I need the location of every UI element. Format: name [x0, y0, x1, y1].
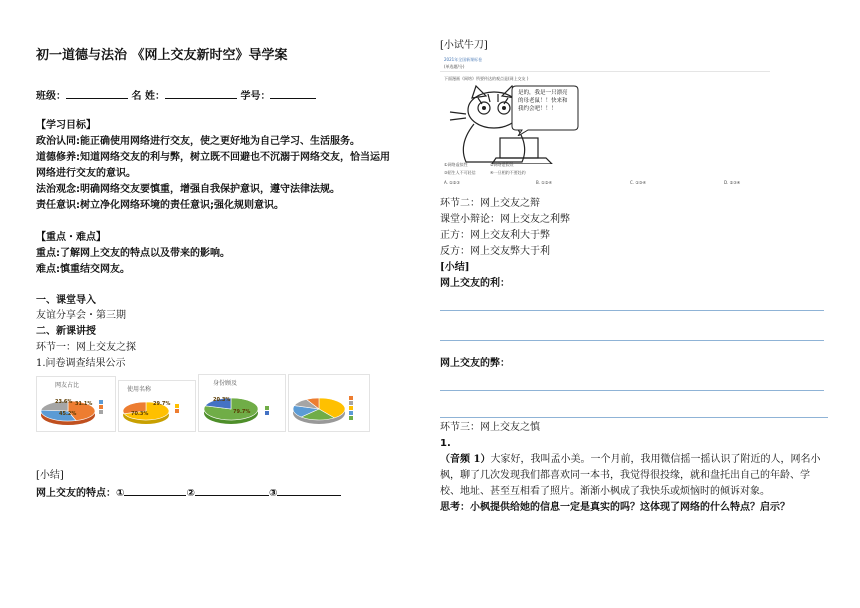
harms-label: 网上交友的弊： [440, 358, 510, 369]
benefits-label: 网上交友的利： [440, 278, 510, 289]
cat-pupil-right [502, 106, 506, 110]
quiz-option-3: ③陌生人不可轻信 [444, 170, 476, 175]
survey-chart-3 [198, 374, 286, 432]
link3-heading: 环节三：网上交友之慎 [440, 422, 540, 433]
laptop-screen [500, 138, 538, 158]
link2-heading: 环节二：网上交友之辩 [440, 198, 540, 209]
chart-1-title: 网友占比 [55, 382, 80, 389]
quiz-divider [440, 71, 770, 72]
chart-3-label-1: 79.7% [233, 409, 251, 415]
quiz-answer-d[interactable]: D. ②③④ [724, 180, 741, 185]
chart-2-label-2: 29.7% [153, 401, 171, 407]
section-teaching-heading: 二、新课讲授 [36, 326, 96, 337]
survey-chart-2 [118, 380, 196, 432]
feature-blank-1[interactable] [124, 485, 186, 496]
chart-3-svg [199, 375, 285, 431]
feature-blank-3[interactable] [277, 485, 341, 496]
goal-line-4: 法治观念:明确网络交友要慎重，增强自我保护意识，遵守法律法规。 [36, 184, 340, 195]
quiz-sub: (单选题/分) [444, 64, 465, 69]
chart-3-legend [265, 405, 271, 415]
quiz-option-2: ②网络是假设 [490, 162, 514, 167]
harms-answer-line-2[interactable] [440, 417, 828, 418]
survey-chart-4 [288, 374, 370, 432]
quiz-header: 2021年全国新课标卷 [444, 57, 483, 62]
summary-label-left: [小结] [36, 470, 64, 481]
chart-1-legend [99, 399, 105, 414]
cat-pupil-left [482, 106, 486, 110]
goal-line-2: 道德修养:知道网络交友的利与弊，树立既不回避也不沉溺于网络交友，恰当运用 [36, 152, 390, 163]
audio-text-1: 大家好，我叫孟小美。一个月前，我用微信摇一摇认识了附近的人，网名小 [490, 454, 821, 465]
name-label: 名 姓： [131, 91, 165, 102]
goal-line-1: 政治认同:能正确使用网络进行交友，使之更好地为自己学习、生活服务。 [36, 136, 360, 147]
link1-heading: 环节一：网上交友之探 [36, 342, 136, 353]
section-intro-body: 友谊分享会・第三期 [36, 310, 126, 321]
benefits-answer-line-1[interactable] [440, 310, 824, 311]
think-question: 思考：小枫提供给她的信息一定是真实的吗？这体现了网络的什么特点？启示？ [440, 502, 790, 513]
item-number: 1. [440, 438, 451, 449]
student-info-line [36, 88, 316, 103]
section-intro-heading: 一、课堂导入 [36, 295, 96, 306]
blank-num-1: ① [116, 488, 125, 499]
chart-4-svg [289, 375, 369, 431]
quiz-question: 下面漫画《网络》所要传达的观点是(网上交友 ) [444, 76, 529, 81]
debate-con: 反方：网上交友弊大于利 [440, 246, 550, 257]
quiz-answer-b[interactable]: B. ①②④ [536, 180, 553, 185]
chart-1-label-1: 45.2% [59, 411, 77, 417]
quiz-option-4: ④一旦相约不要赴约 [490, 170, 526, 175]
name-field[interactable] [165, 88, 237, 99]
key-line-2: 难点:慎重结交网友。 [36, 264, 130, 275]
quiz-answer-a[interactable]: A. ①②③ [444, 180, 460, 185]
chart-2-legend [175, 403, 181, 413]
page-title: 初一道德与法治 《网上交友新时空》导学案 [36, 48, 288, 63]
debate-topic: 课堂小辩论：网上交友之利弊 [440, 214, 570, 225]
practice-heading: [小试牛刀] [440, 40, 488, 51]
class-field[interactable] [66, 88, 128, 99]
id-field[interactable] [270, 88, 316, 99]
class-label: 班级： [36, 91, 66, 102]
blank-num-3: ③ [268, 488, 278, 499]
features-line [36, 485, 341, 500]
goal-line-5: 责任意识:树立净化网络环境的责任意识;强化规则意识。 [36, 200, 284, 211]
chart-2-title: 使用名称 [127, 386, 152, 393]
survey-chart-1 [36, 376, 116, 432]
survey-caption: 1.问卷调查结果公示 [36, 358, 126, 369]
feature-blank-2[interactable] [195, 485, 269, 496]
debate-pro: 正方：网上交友利大于弊 [440, 230, 550, 241]
key-header: 【重点・难点】 [36, 232, 106, 243]
quiz-image [440, 56, 770, 190]
cat-ear-left [472, 86, 486, 98]
chart-3-label-2: 20.3% [213, 397, 231, 403]
id-label: 学号： [240, 91, 271, 102]
audio-paragraph-line-1 [440, 454, 820, 466]
chart-2-svg [119, 381, 195, 431]
chart-4-pie [293, 398, 345, 420]
key-line-1: 重点:了解网上交友的特点以及带来的影响。 [36, 248, 230, 259]
audio-label: （音频 1） [440, 454, 491, 465]
speech-text: 是的，我是一只漂亮的母老鼠！！快来和我约会吧！！！ [518, 90, 568, 112]
harms-answer-line-1[interactable] [440, 390, 824, 391]
chart-1-label-3: 23.6% [55, 399, 73, 405]
summary-label-right: [小结] [440, 262, 470, 273]
audio-paragraph-line-2: 枫，聊了几次发现我们都喜欢同一本书，我觉得很投缘，就和盘托出自己的年龄、学 [440, 470, 810, 481]
chart-4-legend [349, 395, 355, 420]
goals-header: 【学习目标】 [36, 120, 96, 131]
chart-3-title: 身份顾及 [213, 380, 238, 387]
audio-paragraph-line-3: 校、地址、甚至互相看了照片。渐渐小枫成了我快乐或烦恼时的倾诉对象。 [440, 486, 770, 497]
quiz-option-1: ①网络虚拟性 [444, 162, 468, 167]
features-label: 网上交友的特点： [36, 488, 116, 499]
goal-line-3: 网络进行交友的意识。 [36, 168, 136, 179]
chart-1-label-2: 31.1% [75, 401, 93, 407]
quiz-answer-c[interactable]: C. ①③④ [630, 180, 647, 185]
chart-2-label-1: 70.3% [131, 411, 149, 417]
blank-num-2: ② [186, 488, 195, 499]
benefits-answer-line-2[interactable] [440, 340, 824, 341]
